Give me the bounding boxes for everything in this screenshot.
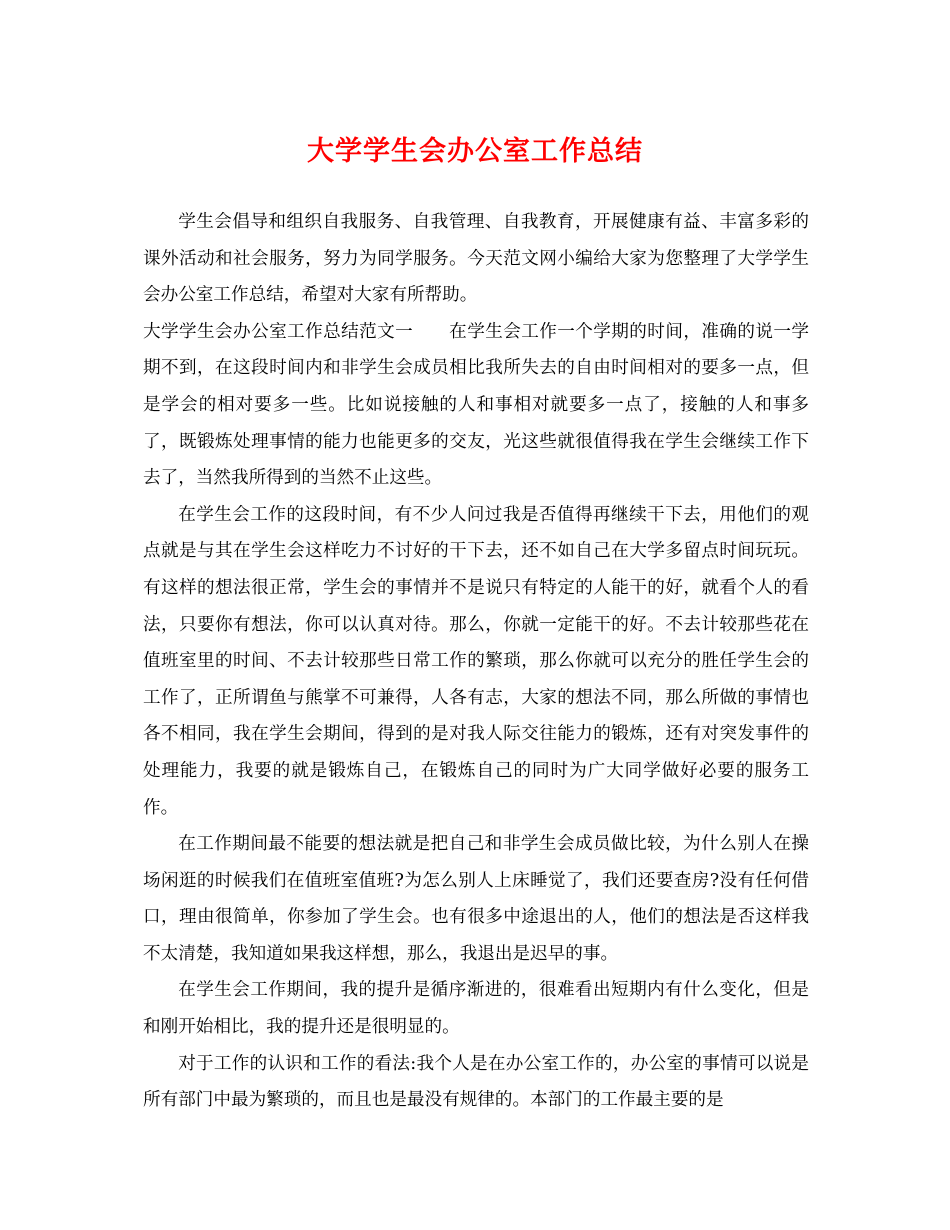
- paragraph: 对于工作的认识和工作的看法:我个人是在办公室工作的，办公室的事情可以说是所有部门中最为繁琐的，而且也是最没有规律的。本部门的工作最主要的是: [143, 1053, 809, 1111]
- paragraph: 在学生会工作的这段时间，有不少人问过我是否值得再继续干下去，用他们的观点就是与其在学生会这样吃力不讨好的干下去，还不如自己在大学多留点时间玩玩。有这样的想法很正常，学生会的事情并不是说只有特定的人能干的好，就看个人的看法，只要你有想法，你可以认真对待。那么，你就一定能干的好。不去计较那些花在值班室里的时间、不去计较那些日常工作的繁琐，那么你就可以充分的胜任学生会的工作了，正所谓鱼与熊掌不可兼得，人各有志，大家的想法不同，那么所做的事情也各不相同，我在学生会期间，得到的是对我人际交往能力的锻炼，还有对突发事件的处理能力，我要的就是锻炼自己，在锻炼自己的同时为广大同学做好必要的服务工作。: [143, 504, 809, 818]
- document-body: [143, 204, 809, 1119]
- paragraph-sample-one: 大学学生会办公室工作总结范文一 在学生会工作一个学期的时间，准确的说一学期不到，在这段时间内和非学生会成员相比我所失去的自由时间相对的要多一点，但是学会的相对要多一些。比如说接触的人和事相对就要多一点了，接触的人和事多了，既锻炼处理事情的能力也能更多的交友，光这些就很值得我在学生会继续工作下去了，当然我所得到的当然不止这些。: [143, 321, 809, 489]
- paragraph: 在学生会工作期间，我的提升是循序渐进的，很难看出短期内有什么变化，但是和刚开始相比，我的提升还是很明显的。: [143, 980, 809, 1038]
- document-title: 大学学生会办公室工作总结: [307, 136, 643, 167]
- paragraph: 在工作期间最不能要的想法就是把自己和非学生会成员做比较，为什么别人在操场闲逛的时候我们在值班室值班?为怎么别人上床睡觉了，我们还要查房?没有任何借口，理由很简单，你参加了学生会。也有很多中途退出的人，他们的想法是否这样我不太清楚，我知道如果我这样想，那么，我退出是迟早的事。: [143, 834, 809, 964]
- paragraph-intro: 学生会倡导和组织自我服务、自我管理、自我教育，开展健康有益、丰富多彩的课外活动和社会服务，努力为同学服务。今天范文网小编给大家为您整理了大学学生会办公室工作总结，希望对大家有所帮助。: [143, 212, 809, 306]
